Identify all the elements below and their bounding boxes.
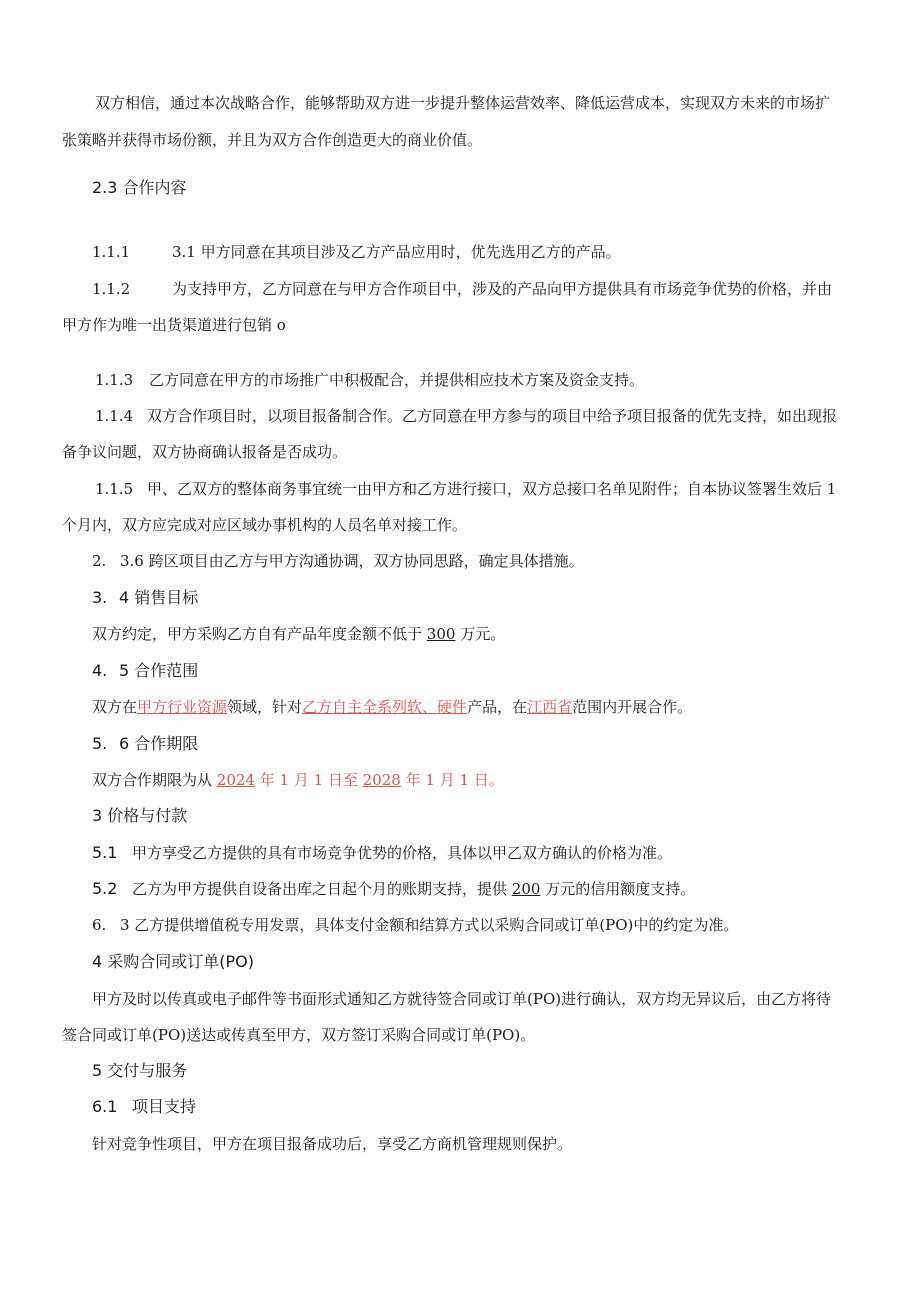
- sales-target-heading: [92, 587, 198, 609]
- item-1-1-5-line-2: 个月内，双方应完成对应区域办事机构的人员名单对接工作。: [62, 516, 468, 534]
- item-2-cross-region: [92, 550, 584, 572]
- item-1-1-1: [92, 241, 621, 263]
- intro-line-1: 双方相信，通过本次战略合作，能够帮助双方进一步提升整体运营效率、降低运营成本，实现双方未来的市场扩: [95, 94, 831, 112]
- credit-amount: 200: [511, 880, 541, 898]
- scope-field-products: 乙方自主全系列软、硬件: [302, 698, 468, 716]
- item-number: 1.1.1: [92, 243, 131, 261]
- sales-target-post: 万元。: [455, 625, 506, 643]
- section-2-3-heading: 2.3 合作内容: [92, 178, 187, 197]
- term-start-year: 2024: [216, 771, 255, 789]
- section-heading: 项目支持: [132, 1097, 197, 1116]
- section-heading: 6 合作期限: [119, 734, 199, 753]
- section-number: 5.: [92, 734, 108, 753]
- term-text-2: 年 1 月 1 日至: [254, 771, 363, 789]
- cooperation-scope-heading: [92, 660, 198, 682]
- section-number: 3.: [92, 588, 108, 607]
- item-text: 3.6 跨区项目由乙方与甲方沟通协调，双方协同思路，确定具体措施。: [120, 552, 584, 570]
- scope-field-region: 江西省: [527, 698, 573, 716]
- scope-field-industry: 甲方行业资源: [137, 698, 228, 716]
- item-text: 为支持甲方，乙方同意在与甲方合作项目中，涉及的产品向甲方提供具有市场竞争优势的价格，并由: [172, 280, 833, 298]
- section-heading: 5 合作范围: [119, 661, 199, 680]
- item-1-1-2-line-2: 甲方作为唯一出货渠道进行包销 o: [62, 316, 286, 334]
- item-number: 1.1.5: [95, 480, 134, 498]
- term-text-1: 双方合作期限为从: [92, 771, 217, 789]
- item-text: 3 乙方提供增值税专用发票，具体支付金额和结算方式以采购合同或订单(PO)中的约定为准。: [120, 916, 739, 934]
- item-text: 3.1 甲方同意在其项目涉及乙方产品应用时，优先选用乙方的产品。: [172, 243, 621, 261]
- scope-text-3: 产品，在: [467, 698, 528, 716]
- section-heading: 4 销售目标: [119, 588, 199, 607]
- sales-target-text: [92, 623, 505, 645]
- item-text-pre: 乙方为甲方提供自设备出库之日起个月的账期支持，提供: [132, 880, 512, 898]
- cooperation-scope-text: [92, 696, 692, 718]
- section-6-1-text: 针对竞争性项目，甲方在项目报备成功后，享受乙方商机管理规则保护。: [92, 1135, 573, 1153]
- item-1-1-2-line-1: [92, 278, 832, 300]
- section-number: 4.: [92, 661, 108, 680]
- item-6-invoice: [92, 914, 738, 936]
- item-number: 1.1.2: [92, 280, 131, 298]
- item-5-1: [92, 842, 672, 864]
- item-1-1-5-line-1: [95, 478, 836, 500]
- item-text: 双方合作项目时，以项目报备制合作。乙方同意在甲方参与的项目中给予项目报备的优先支持，如出现报: [147, 407, 838, 425]
- item-number: 1.1.4: [95, 407, 134, 425]
- term-end-year: 2028: [362, 771, 401, 789]
- scope-text-2: 领域，针对: [227, 698, 303, 716]
- item-number: 6.: [92, 916, 107, 934]
- section-4-line-2: 签合同或订单(PO)送达或传真至甲方，双方签订采购合同或订单(PO)。: [62, 1026, 536, 1044]
- item-1-1-4-line-2: 备争议问题，双方协商确认报备是否成功。: [62, 443, 348, 461]
- item-number: 5.2: [92, 879, 118, 898]
- item-text: 甲方享受乙方提供的具有市场竞争优势的价格，具体以甲乙双方确认的价格为准。: [132, 844, 673, 862]
- cooperation-term-text: [92, 769, 504, 791]
- cooperation-term-heading: [92, 733, 198, 755]
- sales-target-pre: 双方约定，甲方采购乙方自有产品年度金额不低于: [92, 625, 427, 643]
- sales-target-amount: 300: [426, 625, 456, 643]
- item-1-1-3: [95, 369, 644, 391]
- scope-text-4: 范围内开展合作。: [572, 698, 693, 716]
- item-number: 2.: [92, 552, 107, 570]
- section-number: 6.1: [92, 1097, 118, 1116]
- item-text: 甲、乙双方的整体商务事宜统一由甲方和乙方进行接口，双方总接口名单见附件；自本协议签署生效后 1: [147, 480, 837, 498]
- term-text-3: 年 1 月 1 日。: [400, 771, 504, 789]
- intro-line-2: 张策略并获得市场份额，并且为双方合作创造更大的商业价值。: [62, 131, 483, 149]
- section-4-heading: 4 采购合同或订单(PO): [92, 952, 254, 971]
- section-3-heading: 3 价格与付款: [92, 806, 188, 825]
- item-5-2: [92, 878, 695, 900]
- item-text-post: 万元的信用额度支持。: [540, 880, 696, 898]
- item-1-1-4-line-1: [95, 405, 837, 427]
- scope-text-1: 双方在: [92, 698, 138, 716]
- section-4-line-1: 甲方及时以传真或电子邮件等书面形式通知乙方就待签合同或订单(PO)进行确认，双方均无异议后，由乙方将待: [92, 990, 832, 1008]
- item-text: 乙方同意在甲方的市场推广中积极配合，并提供相应技术方案及资金支持。: [149, 371, 645, 389]
- section-6-1-heading: [92, 1096, 196, 1118]
- section-5-heading: 5 交付与服务: [92, 1061, 188, 1080]
- item-number: 5.1: [92, 843, 118, 862]
- item-number: 1.1.3: [95, 371, 134, 389]
